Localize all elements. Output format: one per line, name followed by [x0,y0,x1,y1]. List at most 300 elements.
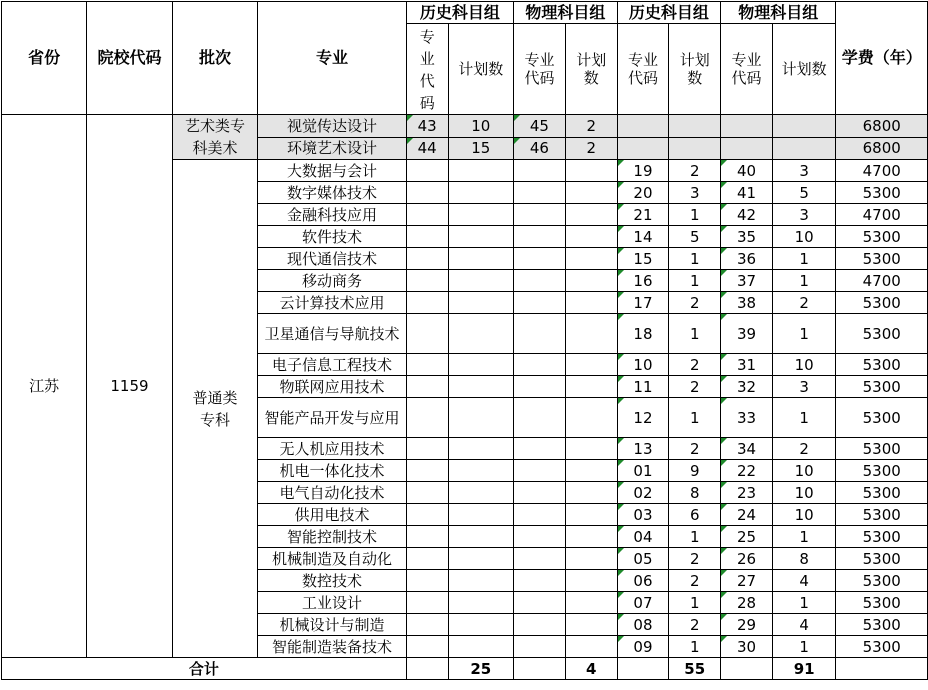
cell-marker-icon [407,115,413,121]
art-hist-plan-cell [448,438,514,460]
hist-code-cell [617,182,669,204]
art-hist-code-cell [406,526,448,548]
hist-code-value: 09 [633,637,653,656]
tuition-cell: 5300 [836,482,928,504]
hist-code-value: 07 [633,593,653,612]
art-phys-code-cell [514,636,566,658]
hist-code-cell [617,614,669,636]
tuition-cell: 5300 [836,460,928,482]
hist-code-cell [617,526,669,548]
tuition-cell: 5300 [836,592,928,614]
cell-marker-icon [514,115,520,121]
enrollment-plan-table [1,1,928,680]
hist-code-cell [617,270,669,292]
hist-plan-cell: 6 [669,504,721,526]
art-hist-code-cell [406,460,448,482]
header-major-code-gen-hist [617,24,669,115]
hist-code-cell [617,438,669,460]
phys-plan-cell: 2 [772,292,836,314]
cell-marker-icon [618,482,624,488]
hist-code-cell [617,314,669,354]
cell-marker-icon [514,138,520,144]
phys-code-value: 36 [736,249,757,268]
hist-plan-cell: 1 [669,270,721,292]
phys-code-cell [721,548,773,570]
total-gen-phys-plan: 91 [772,658,836,680]
hist-code-value: 44 [417,139,437,158]
art-hist-plan-cell [448,204,514,226]
hist-code-value: 18 [633,324,653,343]
header-batch: 批次 [172,2,258,115]
gen-hist-code-cell [617,115,669,138]
table-row [2,115,928,138]
phys-plan-cell: 3 [772,204,836,226]
hist-code-value: 05 [633,549,653,568]
phys-plan-cell: 1 [772,398,836,438]
major-cell: 环境艺术设计 [258,137,407,160]
phys-code-cell [721,204,773,226]
header-major-code-text: 专业代码 [524,51,555,87]
major-cell: 视觉传达设计 [258,115,407,138]
art-hist-code-cell [406,204,448,226]
cell-marker-icon [721,204,727,210]
phys-code-cell [721,270,773,292]
gen-phys-code-cell [721,137,773,160]
art-hist-code-cell [406,438,448,460]
phys-code-cell [721,314,773,354]
cell-marker-icon [721,614,727,620]
art-phys-plan-cell [565,354,617,376]
cell-marker-icon [721,504,727,510]
phys-plan-cell: 10 [772,226,836,248]
phys-plan-cell: 1 [772,592,836,614]
art-hist-code-cell [406,314,448,354]
tuition-cell: 5300 [836,376,928,398]
province-cell: 江苏 [2,115,87,658]
art-hist-plan-cell [448,292,514,314]
hist-code-cell [617,548,669,570]
hist-plan-cell: 2 [669,376,721,398]
phys-code-value: 28 [736,593,757,612]
hist-code-value: 20 [633,183,653,202]
tuition-cell: 5300 [836,570,928,592]
major-cell: 数字媒体技术 [258,182,407,204]
phys-plan-cell: 5 [772,182,836,204]
art-hist-plan-cell [448,248,514,270]
phys-code-cell [721,526,773,548]
phys-plan-cell: 10 [772,460,836,482]
hist-plan-cell: 3 [669,182,721,204]
cell-marker-icon [721,548,727,554]
phys-code-cell [721,636,773,658]
hist-code-cell [617,570,669,592]
art-hist-code-cell [406,354,448,376]
phys-code-cell [721,248,773,270]
school-code-cell: 1159 [87,115,172,658]
phys-plan-cell: 10 [772,504,836,526]
tuition-cell: 6800 [836,115,928,138]
header-plan-count-gen-phys: 计划数 [772,24,836,115]
hist-code-value: 19 [633,161,653,180]
major-cell: 机电一体化技术 [258,460,407,482]
cell-marker-icon [721,314,727,320]
phys-plan-cell: 3 [772,376,836,398]
header-school-code: 院校代码 [87,2,172,115]
phys-code-cell [721,376,773,398]
major-cell: 现代通信技术 [258,248,407,270]
art-hist-plan-cell [448,548,514,570]
cell-marker-icon [721,398,727,404]
hist-plan-cell: 2 [669,160,721,182]
art-phys-code-cell [514,570,566,592]
hist-plan-cell: 2 [669,570,721,592]
hist-code-value: 43 [417,116,437,135]
gen-hist-plan-cell [669,115,721,138]
cell-marker-icon [721,570,727,576]
header-physics-group-general: 物理科目组 [721,2,836,24]
hist-plan-cell: 1 [669,592,721,614]
phys-plan-cell: 4 [772,570,836,592]
hist-plan-cell: 2 [669,614,721,636]
cell-marker-icon [618,160,624,166]
art-hist-code-cell [406,592,448,614]
header-major-code-text: 专业代码 [627,51,658,87]
art-phys-code-cell [514,504,566,526]
art-hist-code-cell [406,376,448,398]
phys-code-value: 24 [736,505,757,524]
major-cell: 机械制造及自动化 [258,548,407,570]
hist-plan-cell: 9 [669,460,721,482]
art-phys-code-cell [514,204,566,226]
art-phys-code-cell [514,526,566,548]
major-cell: 电气自动化技术 [258,482,407,504]
header-history-group-art: 历史科目组 [406,2,513,24]
tuition-cell: 5300 [836,504,928,526]
hist-code-value: 02 [633,483,653,502]
major-cell: 供用电技术 [258,504,407,526]
cell-marker-icon [618,376,624,382]
cell-marker-icon [618,460,624,466]
phys-code-value: 31 [736,355,757,374]
phys-plan-cell: 1 [772,526,836,548]
art-phys-plan-cell [565,226,617,248]
art-phys-plan-cell [565,636,617,658]
tuition-cell: 4700 [836,270,928,292]
total-gen-hist-plan: 55 [669,658,721,680]
art-phys-code-cell [514,376,566,398]
art-phys-code-cell [514,314,566,354]
art-phys-code-cell [514,592,566,614]
art-phys-plan-cell [565,292,617,314]
hist-plan-cell: 10 [448,115,514,138]
header-plan-count-art-hist: 计划数 [448,24,514,115]
phys-code-value: 30 [736,637,757,656]
cell-marker-icon [618,636,624,642]
phys-code-value: 33 [736,408,757,427]
hist-code-value: 03 [633,505,653,524]
art-hist-plan-cell [448,354,514,376]
major-cell: 数控技术 [258,570,407,592]
cell-marker-icon [618,526,624,532]
art-phys-plan-cell [565,526,617,548]
major-cell: 云计算技术应用 [258,292,407,314]
hist-code-value: 21 [633,205,653,224]
phys-code-cell [721,160,773,182]
art-phys-plan-cell [565,376,617,398]
total-art-hist-code-cell [406,658,448,680]
total-art-phys-code-cell [514,658,566,680]
batch-art-cell: 艺术类专科美术 [172,115,258,160]
tuition-cell: 5300 [836,548,928,570]
major-cell: 机械设计与制造 [258,614,407,636]
tuition-cell: 5300 [836,354,928,376]
cell-marker-icon [721,526,727,532]
phys-code-cell [721,504,773,526]
hist-code-value: 06 [633,571,653,590]
major-cell: 物联网应用技术 [258,376,407,398]
hist-code-cell [617,204,669,226]
art-phys-code-cell [514,438,566,460]
hist-code-cell [617,398,669,438]
major-cell: 金融科技应用 [258,204,407,226]
art-hist-code-cell [406,636,448,658]
cell-marker-icon [618,614,624,620]
header-major-code-art-hist [406,24,448,115]
art-phys-code-cell [514,398,566,438]
art-phys-plan-cell [565,592,617,614]
hist-code-value: 13 [633,439,653,458]
cell-marker-icon [721,354,727,360]
hist-code-value: 15 [633,249,653,268]
art-hist-code-cell [406,570,448,592]
phys-code-cell [721,354,773,376]
phys-code-value: 27 [736,571,757,590]
hist-code-cell [617,636,669,658]
cell-marker-icon [721,270,727,276]
phys-code-cell [721,482,773,504]
phys-plan-cell: 3 [772,160,836,182]
hist-plan-cell: 1 [669,248,721,270]
total-art-phys-plan: 4 [565,658,617,680]
phys-code-value: 37 [736,271,757,290]
hist-code-cell [617,354,669,376]
phys-code-value: 23 [736,483,757,502]
hist-code-cell [617,482,669,504]
phys-code-value: 41 [736,183,757,202]
gen-phys-plan-cell [772,115,836,138]
art-phys-code-cell [514,292,566,314]
cell-marker-icon [618,570,624,576]
art-phys-plan-cell [565,548,617,570]
header-major: 专业 [258,2,407,115]
hist-code-cell [617,504,669,526]
art-phys-plan-cell [565,270,617,292]
art-phys-code-cell [514,182,566,204]
phys-plan-cell: 1 [772,248,836,270]
header-plan-count-gen-hist [669,24,721,115]
art-phys-code-cell [514,160,566,182]
hist-code-cell [617,592,669,614]
total-gen-phys-code-cell [721,658,773,680]
cell-marker-icon [618,270,624,276]
art-phys-plan-cell [565,248,617,270]
batch-general-cell: 普通类专科 [172,160,258,658]
art-hist-code-cell [406,248,448,270]
hist-code-value: 08 [633,615,653,634]
art-phys-plan-cell [565,398,617,438]
total-label: 合计 [2,658,407,680]
header-physics-group-art: 物理科目组 [514,2,618,24]
phys-plan-cell: 1 [772,270,836,292]
header-major-code-gen-phys [721,24,773,115]
hist-plan-cell: 1 [669,398,721,438]
art-hist-plan-cell [448,182,514,204]
tuition-cell: 4700 [836,204,928,226]
cell-marker-icon [721,460,727,466]
cell-marker-icon [618,182,624,188]
cell-marker-icon [618,592,624,598]
art-phys-code-cell [514,614,566,636]
phys-code-cell [721,292,773,314]
cell-marker-icon [618,204,624,210]
phys-plan-cell: 10 [772,354,836,376]
major-cell: 无人机应用技术 [258,438,407,460]
art-hist-plan-cell [448,570,514,592]
major-cell: 智能制造装备技术 [258,636,407,658]
phys-plan-cell: 4 [772,614,836,636]
gen-hist-code-cell [617,137,669,160]
art-phys-plan-cell [565,182,617,204]
hist-plan-cell: 8 [669,482,721,504]
art-hist-plan-cell [448,526,514,548]
art-hist-plan-cell [448,482,514,504]
art-hist-code-cell [406,398,448,438]
phys-code-cell [514,115,566,138]
tuition-cell: 5300 [836,182,928,204]
hist-code-value: 11 [633,377,653,396]
tuition-cell: 5300 [836,438,928,460]
hist-code-cell [617,460,669,482]
major-cell: 智能产品开发与应用 [258,398,407,438]
hist-code-value: 04 [633,527,653,546]
phys-code-cell [721,592,773,614]
phys-code-cell [721,182,773,204]
phys-code-value: 34 [736,439,757,458]
art-hist-plan-cell [448,636,514,658]
tuition-cell: 5300 [836,398,928,438]
cell-marker-icon [618,292,624,298]
phys-plan-cell: 1 [772,314,836,354]
art-hist-code-cell [406,614,448,636]
art-phys-plan-cell [565,504,617,526]
hist-plan-cell: 1 [669,204,721,226]
header-history-group-general: 历史科目组 [617,2,721,24]
hist-plan-cell: 2 [669,354,721,376]
hist-code-cell [617,226,669,248]
header-plan-count-art-phys [565,24,617,115]
tuition-cell: 5300 [836,614,928,636]
header-plan-count-text: 计划数 [576,51,607,87]
header-province: 省份 [2,2,87,115]
phys-code-cell [721,226,773,248]
phys-plan-cell: 10 [772,482,836,504]
hist-code-value: 17 [633,293,653,312]
cell-marker-icon [618,548,624,554]
cell-marker-icon [618,248,624,254]
art-hist-plan-cell [448,270,514,292]
art-hist-plan-cell [448,614,514,636]
tuition-cell: 5300 [836,248,928,270]
art-hist-code-cell [406,226,448,248]
phys-code-value: 32 [736,377,757,396]
art-phys-code-cell [514,226,566,248]
hist-plan-cell: 15 [448,137,514,160]
hist-code-value: 16 [633,271,653,290]
art-phys-plan-cell [565,460,617,482]
art-hist-plan-cell [448,376,514,398]
cell-marker-icon [721,636,727,642]
cell-marker-icon [618,314,624,320]
cell-marker-icon [618,354,624,360]
major-cell: 卫星通信与导航技术 [258,314,407,354]
phys-code-cell [721,614,773,636]
art-phys-plan-cell [565,570,617,592]
art-hist-plan-cell [448,226,514,248]
art-phys-plan-cell [565,482,617,504]
header-major-code-art-phys [514,24,566,115]
hist-plan-cell: 5 [669,226,721,248]
tuition-cell: 5300 [836,226,928,248]
art-phys-plan-cell [565,614,617,636]
hist-plan-cell: 2 [669,292,721,314]
art-hist-plan-cell [448,314,514,354]
cell-marker-icon [721,292,727,298]
art-phys-code-cell [514,482,566,504]
hist-code-cell [617,292,669,314]
hist-code-value: 01 [633,461,653,480]
art-phys-plan-cell [565,314,617,354]
art-hist-plan-cell [448,592,514,614]
phys-code-cell [514,137,566,160]
hist-plan-cell: 1 [669,636,721,658]
hist-code-cell [617,248,669,270]
total-gen-hist-code-cell [617,658,669,680]
cell-marker-icon [721,482,727,488]
cell-marker-icon [721,248,727,254]
art-phys-code-cell [514,270,566,292]
hist-plan-cell: 2 [669,548,721,570]
tuition-cell: 5300 [836,636,928,658]
phys-code-value: 22 [736,461,757,480]
tuition-cell: 6800 [836,137,928,160]
cell-marker-icon [721,438,727,444]
hist-code-value: 10 [633,355,653,374]
phys-code-value: 42 [736,205,757,224]
cell-marker-icon [721,160,727,166]
cell-marker-icon [407,138,413,144]
major-cell: 移动商务 [258,270,407,292]
header-major-code-text: 专业代码 [419,28,435,112]
cell-marker-icon [618,438,624,444]
art-hist-plan-cell [448,398,514,438]
art-hist-code-cell [406,504,448,526]
phys-code-value: 46 [529,139,549,158]
art-phys-plan-cell [565,204,617,226]
phys-plan-cell: 2 [565,115,617,138]
phys-code-cell [721,570,773,592]
major-cell: 智能控制技术 [258,526,407,548]
hist-code-value: 12 [633,408,653,427]
